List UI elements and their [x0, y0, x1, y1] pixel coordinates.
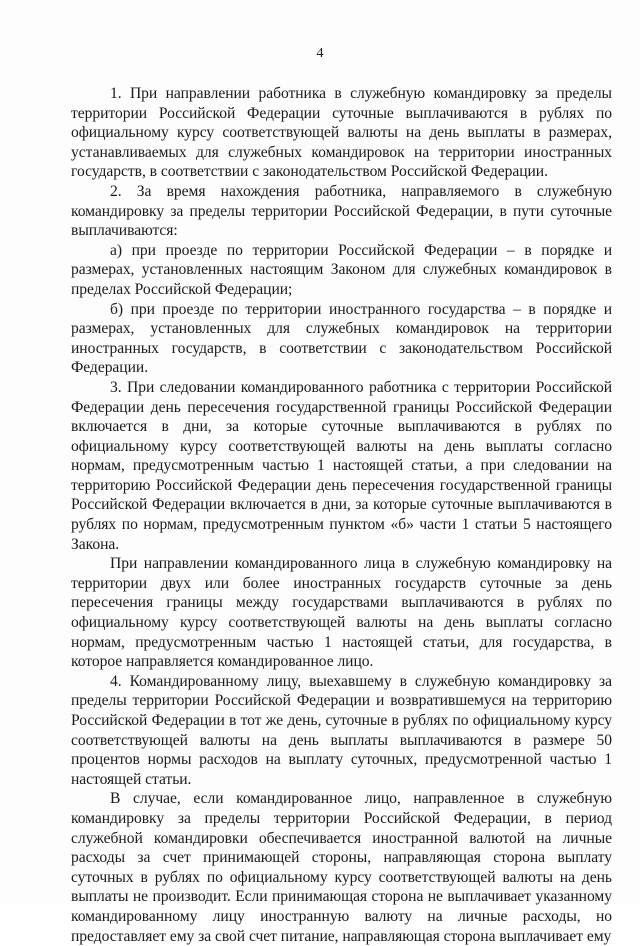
document-body [71, 84, 612, 946]
paragraph-4: 4. Командированному лицу, выехавшему в служебную командировку за пределы территории Российской Федерации и возвратившемуся на территорию Российской Федерации в тот же день, суточные в рублях по официальному курсу соответствующей валюты на день выплаты выплачиваются в размере 50 процентов нормы расходов на выплату суточных, предусмотренной частью 1 настоящей статьи. [71, 672, 612, 788]
page-number: 4 [316, 46, 324, 61]
paragraph-2b: б) при проезде по территории иностранного государства – в порядке и размерах, установленных для служебных командировок на территории иностранных государств, в соответствии с законодательством Российской Федерации. [71, 300, 612, 377]
paragraph-2: 2. За время нахождения работника, направляемого в служебную командировку за пределы территории Российской Федерации, в пути суточные выплачиваются: [71, 182, 612, 240]
paragraph-3-cont: При направлении командированного лица в служебную командировку на территории двух или более иностранных государств суточные за день пересечения границы между государствами выплачиваются в рублях по официальному курсу соответствующей валюты на день выплаты согласно нормам, предусмотренным частью 1 настоящей статьи, для государства, в которое направляется командированное лицо. [71, 555, 612, 671]
paragraph-2a: а) при проезде по территории Российской Федерации – в порядке и размерах, установленных настоящим Законом для служебных командировок в пределах Российской Федерации; [71, 241, 612, 298]
paragraph-1: 1. При направлении работника в служебную командировку за пределы территории Российской Федерации суточные выплачиваются в рублях по официальному курсу соответствующей валюты на день выплаты в размерах, устанавливаемых для служебных командировок на территории иностранных государств, в соответствии с законодательством Российской Федерации. [71, 85, 612, 181]
paragraph-4-cont: В случае, если командированное лицо, направленное в служебную командировку за пределы территории Российской Федерации, в период служебной командировки обеспечивается иностранной валютой на личные расходы за счет принимающей стороны, направляющая сторона выплату суточных в рублях по официальному курсу соответствующей валюты на день выплаты не производит. Если принимающая сторона не выплачивает указанному командированному лицу иностранную валюту на личные расходы, но предоставляет ему за свой счет питание, направляющая сторона выплачивает ему [71, 790, 612, 945]
paragraph-3: 3. При следовании командированного работника с территории Российской Федерации день пересечения государственной границы Российской Федерации включается в дни, за которые суточные выплачиваются в рублях по официальному курсу соответствующей валюты на день выплаты согласно нормам, предусмотренным частью 1 настоящей статьи, а при следовании на территорию Российской Федерации день пересечения государственной границы Российской Федерации включается в дни, за которые суточные выплачиваются в рублях по нормам, предусмотренным пунктом «б» части 1 статьи 5 настоящего Закона. [71, 378, 612, 553]
